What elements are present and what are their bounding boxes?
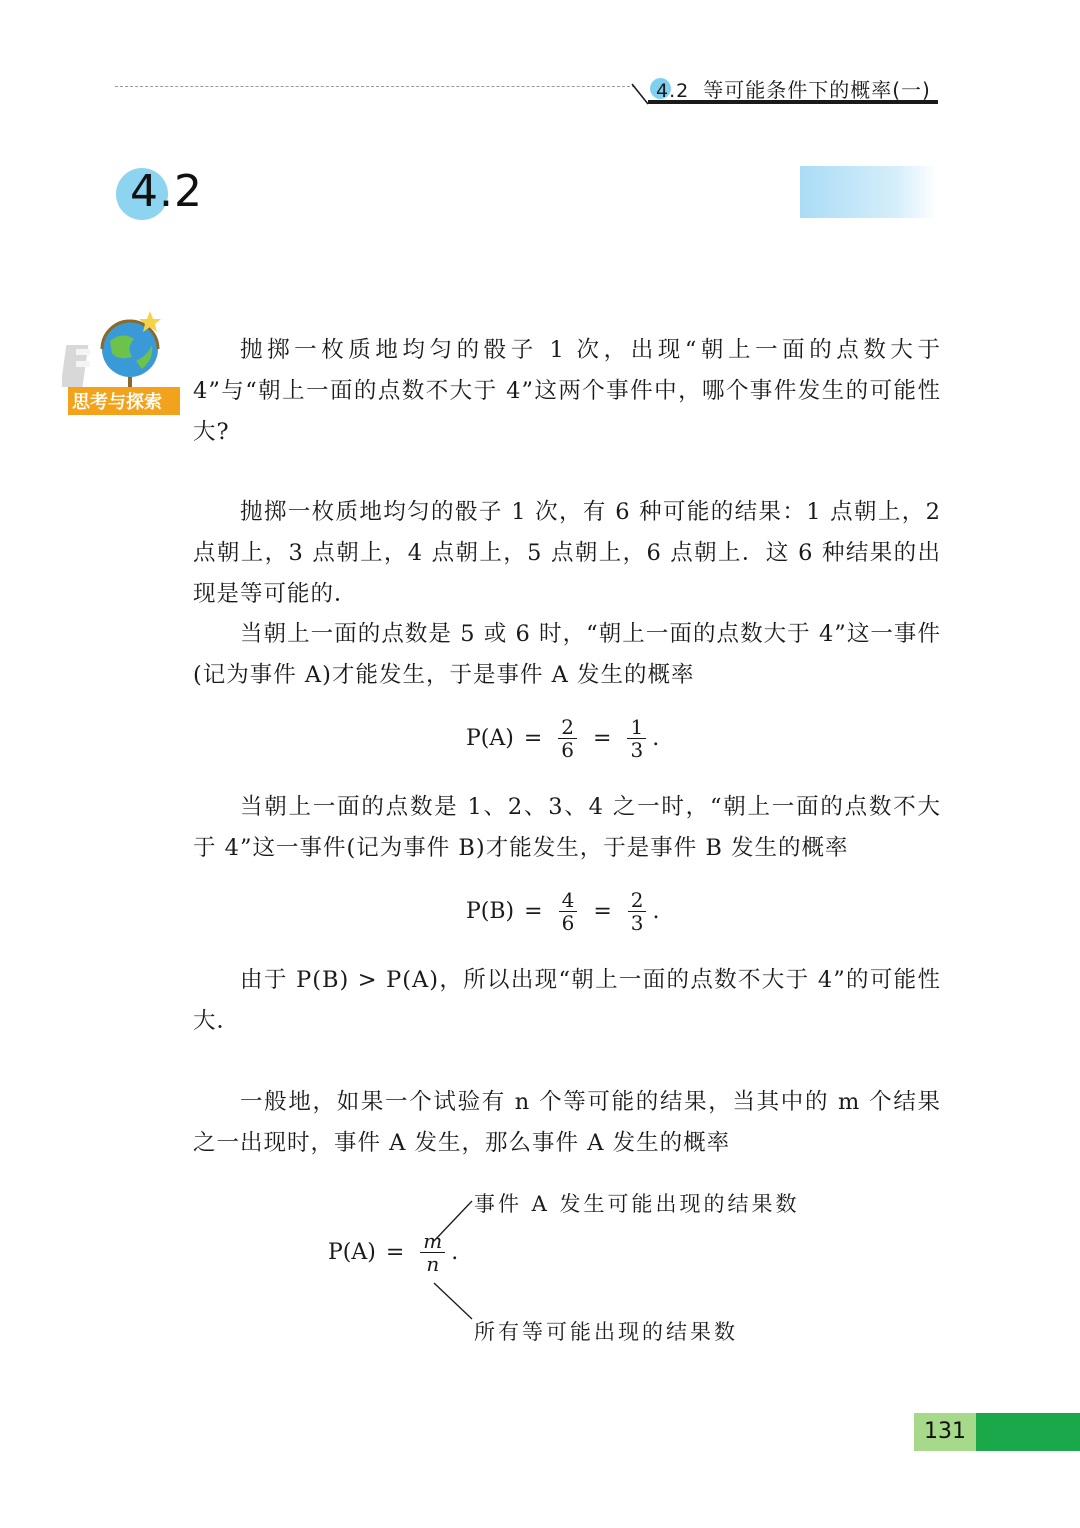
fraction-numerator-m: m (423, 1229, 443, 1253)
fraction-denominator: 3 (630, 911, 644, 935)
formula-pa-eq1: = (523, 726, 543, 751)
conclusion-paragraph: 由于 P(B) > P(A)，所以出现“朝上一面的点数不大于 4”的可能性大． (193, 967, 941, 1034)
page-number: 131 (924, 1419, 966, 1444)
fraction-numerator: 2 (561, 715, 575, 739)
fraction-2-6 (558, 716, 577, 761)
numerator-annotation: 事件 A 发生可能出现的结果数 (474, 1192, 800, 1216)
event-b-paragraph: 当朝上一面的点数是 1、2、3、4 之一时，“朝上一面的点数不大于 4”这一事件(记为事件 B)才能发生，于是事件 B 发生的概率 (193, 794, 941, 861)
formula-general-lhs: P(A) (328, 1240, 376, 1265)
section-number: 4.2 (130, 166, 203, 217)
formula-pb-period: . (652, 899, 660, 924)
badge-label: 思考与探索 (72, 392, 162, 413)
event-a-paragraph: 当朝上一面的点数是 5 或 6 时，“朝上一面的点数大于 4”这一事件(记为事件 A)才能发生，于是事件 A 发生的概率 (193, 621, 941, 688)
fraction-numerator: 2 (630, 888, 644, 912)
dice-outcomes-paragraph: 抛掷一枚质地均匀的骰子 1 次，有 6 种可能的结果：1 点朝上，2 点朝上，3 点朝上，4 点朝上，5 点朝上，6 点朝上．这 6 种结果的出现是等可能的． (193, 499, 941, 607)
fraction-denominator: 6 (561, 911, 575, 935)
formula-pa-period: . (652, 726, 660, 751)
section-title-band (800, 166, 938, 218)
fraction-denominator: 6 (561, 738, 575, 762)
formula-pa-lhs: P(A) (466, 726, 514, 751)
page-number-tab (976, 1413, 1080, 1451)
formula-pb (466, 889, 659, 934)
formula-pa (466, 716, 659, 761)
fraction-denominator-n: n (426, 1252, 440, 1276)
question-paragraph: 抛掷一枚质地均匀的骰子 1 次，出现“朝上一面的点数大于 4”与“朝上一面的点数不大于 4”这两个事件中，哪个事件发生的可能性大? (193, 337, 941, 445)
formula-pb-eq2: = (593, 899, 612, 924)
fraction-numerator: 4 (561, 888, 575, 912)
fraction-4-6 (559, 889, 578, 934)
formula-general-eq: = (385, 1240, 405, 1265)
general-definition-paragraph: 一般地，如果一个试验有 n 个等可能的结果，当其中的 m 个结果之一出现时，事件 A 发生，那么事件 A 发生的概率 (193, 1089, 941, 1156)
annotation-leader-lines (430, 1195, 480, 1325)
header-chapter-title: 等可能条件下的概率(一) (703, 78, 931, 102)
header-dashed-rule (115, 86, 635, 87)
formula-pb-lhs: P(B) (466, 899, 515, 924)
header-section-number: 4.2 (656, 80, 690, 102)
fraction-1-3 (627, 716, 646, 761)
formula-general-period: . (451, 1240, 459, 1265)
fraction-denominator: 3 (630, 738, 644, 762)
fraction-numerator: 1 (630, 715, 644, 739)
formula-pb-eq1: = (524, 899, 543, 924)
formula-pa-eq2: = (593, 726, 612, 751)
running-header (656, 74, 931, 103)
denominator-annotation: 所有等可能出现的结果数 (474, 1320, 738, 1344)
fraction-2-3 (628, 889, 647, 934)
think-explore-badge (62, 305, 186, 417)
header-slash (630, 80, 648, 108)
